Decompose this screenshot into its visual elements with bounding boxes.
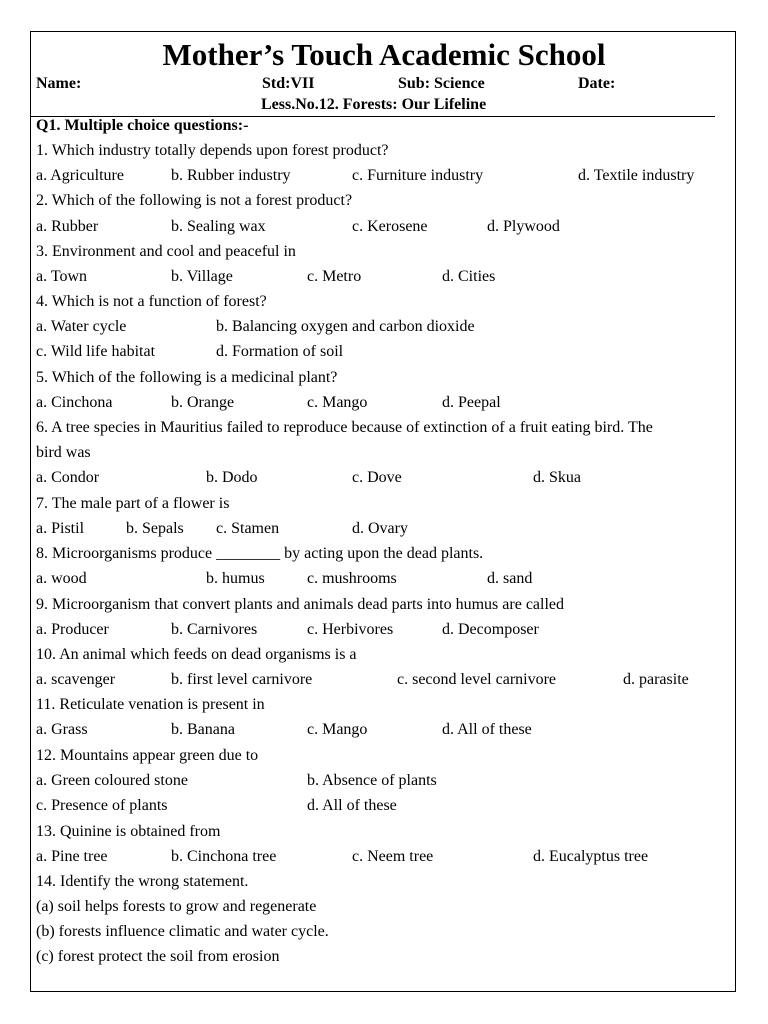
option: b. Sepals [126,520,184,537]
question-7: 7. The male part of a flower is [36,495,230,512]
question-9: 9. Microorganism that convert plants and animals dead parts into humus are called [36,596,565,613]
option: b. Orange [171,394,235,411]
question-14: 14. Identify the wrong statement. [36,873,249,890]
option: a. Town [36,268,88,285]
option: c. Dove [352,469,402,486]
option: b. Rubber industry [171,167,291,184]
question-6-continued: bird was [36,444,91,461]
option: b. Sealing wax [171,218,266,235]
option: d. Skua [533,469,581,486]
option: d. Cities [442,268,496,285]
option: b. Carnivores [171,621,258,638]
question-8: 8. Microorganisms produce ________ by acting upon the dead plants. [36,545,484,562]
option: a. Rubber [36,218,99,235]
option: b. Banana [171,721,235,738]
option: c. Neem tree [352,848,434,865]
option: a. wood [36,570,87,587]
question-11: 11. Reticulate venation is present in [36,696,265,713]
option: b. Absence of plants [307,772,437,789]
option: a. scavenger [36,671,116,688]
question-2: 2. Which of the following is not a forest product? [36,192,353,209]
option: c. Mango [307,721,368,738]
standard-label: Std:VII [262,75,315,92]
option: a. Grass [36,721,88,738]
school-title: Mother’s Touch Academic School [162,37,606,72]
option: d. parasite [623,671,689,688]
option: c. Wild life habitat [36,343,156,360]
option: b. Dodo [206,469,258,486]
section-title: Q1. Multiple choice questions:- [36,117,249,134]
option: d. sand [487,570,533,587]
option: c. Kerosene [352,218,428,235]
option: c. Furniture industry [352,167,484,184]
option: c. Stamen [216,520,280,537]
option: a. Producer [36,621,109,638]
option: b. first level carnivore [171,671,313,688]
option: b. Balancing oxygen and carbon dioxide [216,318,475,335]
question-3: 3. Environment and cool and peaceful in [36,243,296,260]
option: d. Ovary [352,520,408,537]
statement: (b) forests influence climatic and water cycle. [36,923,329,940]
option: c. second level carnivore [397,671,557,688]
option: a. Agriculture [36,167,124,184]
option: c. Mango [307,394,368,411]
question-12: 12. Mountains appear green due to [36,747,259,764]
option: a. Water cycle [36,318,127,335]
statement: (a) soil helps forests to grow and regenerate [36,898,317,915]
option: a. Condor [36,469,100,486]
option: b. Village [171,268,233,285]
option: c. mushrooms [307,570,397,587]
question-10: 10. An animal which feeds on dead organisms is a [36,646,357,663]
option: b. humus [206,570,265,587]
question-5: 5. Which of the following is a medicinal plant? [36,369,338,386]
option: d. Formation of soil [216,343,344,360]
name-label: Name: [36,75,82,92]
option: a. Pine tree [36,848,108,865]
option: d. Decomposer [442,621,539,638]
option: c. Metro [307,268,362,285]
option: c. Presence of plants [36,797,168,814]
question-13: 13. Quinine is obtained from [36,823,221,840]
statement: (c) forest protect the soil from erosion [36,948,280,965]
option: a. Cinchona [36,394,113,411]
option: c. Herbivores [307,621,394,638]
option: d. All of these [442,721,532,738]
option: d. All of these [307,797,397,814]
question-4: 4. Which is not a function of forest? [36,293,267,310]
lesson-title: Less.No.12. Forests: Our Lifeline [261,96,487,113]
option: d. Peepal [442,394,501,411]
option: d. Textile industry [578,167,695,184]
option: d. Eucalyptus tree [533,848,649,865]
option: a. Pistil [36,520,85,537]
date-label: Date: [578,75,616,92]
question-6: 6. A tree species in Mauritius failed to reproduce because of extinction of a fruit eating bird. The [36,419,653,436]
option: a. Green coloured stone [36,772,188,789]
subject-label: Sub: Science [398,75,485,92]
question-1: 1. Which industry totally depends upon forest product? [36,142,389,159]
option: d. Plywood [487,218,560,235]
option: b. Cinchona tree [171,848,277,865]
